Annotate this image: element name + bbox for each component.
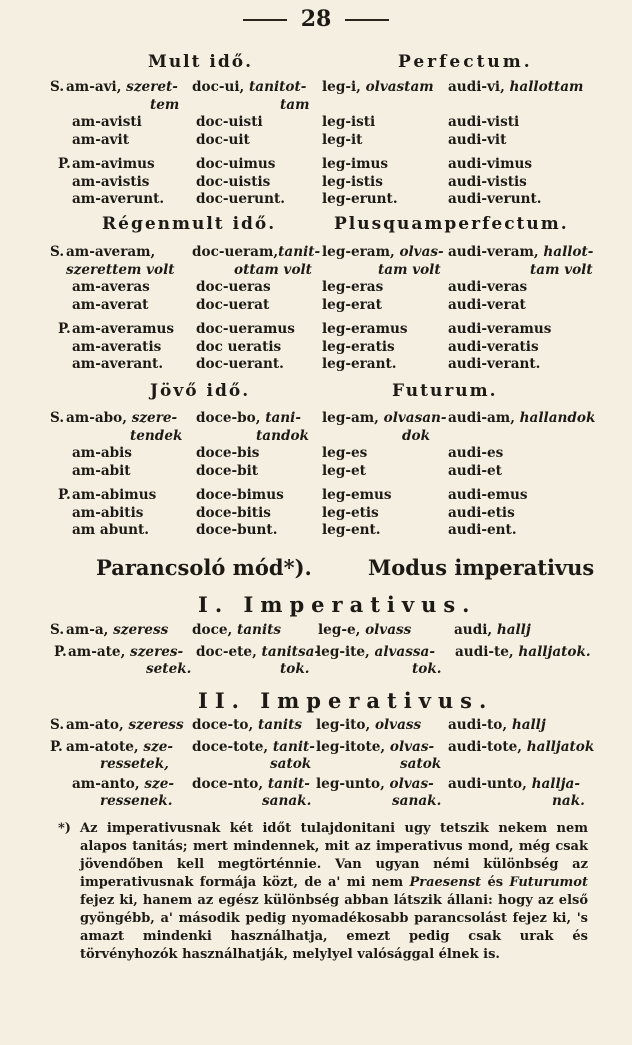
cell: audi-etis: [448, 504, 515, 521]
header-rule-right: [345, 19, 389, 21]
table-row: [0, 191, 632, 209]
cell: doc-uit: [196, 131, 250, 148]
heading-imperativus-2: II. Imperativus.: [198, 688, 494, 713]
cell: audi-am, hallandok: [448, 410, 596, 426]
cell: am-averamus: [72, 321, 175, 337]
table-jovo-ido: [0, 410, 632, 540]
cell: am-a, szeress: [66, 622, 169, 638]
cell: audi-vistis: [448, 173, 527, 190]
cell: tok.: [280, 661, 310, 677]
cell: leg-eras: [322, 279, 384, 295]
cell: am-averam,: [66, 244, 156, 260]
number-label: P.: [54, 643, 67, 660]
cell: am-averunt.: [72, 191, 165, 207]
cell: audi-emus: [448, 487, 528, 503]
cell: am-averat: [72, 296, 149, 313]
number-label: P.: [58, 487, 71, 503]
table-row: [0, 156, 632, 174]
number-label: S.: [50, 717, 65, 733]
cell: doce-bimus: [196, 487, 284, 503]
heading-modus-imperativus: Modus imperativus: [368, 555, 595, 580]
table-row: [0, 445, 632, 463]
cell: doc-ueram,tanit-: [192, 244, 321, 260]
table-row: [0, 356, 632, 374]
cell: audi-veratis: [448, 338, 539, 355]
cell: audi-veramus: [448, 321, 552, 337]
cell: ressenek.: [100, 793, 173, 809]
table-mult-ido: [0, 79, 632, 209]
cell: doc-uerunt.: [196, 191, 285, 207]
table-row: [0, 505, 632, 523]
cell: leg-etis: [322, 504, 379, 521]
cell: doc-uisti: [196, 114, 263, 130]
number-label: S.: [50, 410, 65, 426]
cell: doce-nto, tanit-: [192, 775, 310, 792]
heading-perfectum: Perfectum.: [398, 52, 533, 72]
table-row: [0, 644, 632, 662]
cell: doc-ueramus: [196, 321, 295, 337]
cell: tam: [280, 96, 310, 113]
cell: am abunt.: [72, 522, 150, 538]
header-rule-left: [243, 19, 287, 21]
cell: leg-istis: [322, 173, 383, 190]
cell: sanak.: [262, 793, 312, 809]
table-row: [0, 756, 632, 774]
table-row: [0, 793, 632, 811]
cell: leg-isti: [322, 114, 376, 130]
cell: leg-am, olvasan-: [322, 410, 447, 426]
cell: audi-ent.: [448, 522, 517, 538]
table-row: [0, 279, 632, 297]
cell: doce-bis: [196, 445, 260, 461]
cell: audi-vimus: [448, 156, 532, 172]
cell: am-averas: [72, 279, 150, 295]
cell: doce-bunt.: [196, 522, 278, 538]
table-row: [0, 487, 632, 505]
number-label: P.: [50, 738, 63, 755]
cell: satok: [400, 756, 442, 772]
cell: doc-uerat: [196, 296, 270, 313]
cell: setek.: [146, 661, 192, 677]
heading-futurum: Futurum.: [392, 381, 498, 401]
table-row: [0, 114, 632, 132]
cell: leg-ito, olvass: [316, 717, 422, 733]
cell: doce, tanits: [192, 622, 282, 638]
footnote-marker: *): [58, 821, 71, 836]
footnote: [58, 820, 588, 964]
table-row: [0, 244, 632, 262]
cell: audi-verunt.: [448, 191, 542, 207]
heading-plusquamperfectum: Plusquamperfectum.: [334, 214, 569, 234]
table-row: [0, 717, 632, 735]
cell: leg-e, olvass: [318, 622, 412, 638]
heading-regenmult-ido: Régenmult idő.: [102, 214, 277, 234]
cell: doce-to, tanits: [192, 717, 303, 733]
cell: tem: [150, 96, 180, 113]
cell: am-ato, szeress: [66, 717, 184, 733]
heading-mult-ido: Mult idő.: [148, 52, 254, 72]
cell: am-avimus: [72, 156, 155, 172]
cell: leg-erant.: [322, 356, 397, 372]
table-row: [0, 463, 632, 481]
cell: leg-erunt.: [322, 191, 398, 207]
cell: doc-ueras: [196, 279, 271, 295]
cell: leg-eram, olvas-: [322, 244, 444, 260]
table-row: [0, 622, 632, 640]
cell: am-averatis: [72, 338, 162, 355]
cell: am-abitis: [72, 504, 144, 521]
cell: audi-te, halljatok.: [455, 643, 591, 660]
cell: am-abis: [72, 445, 132, 461]
cell: szerettem volt: [66, 261, 175, 278]
cell: doc ueratis: [196, 338, 282, 355]
cell: leg-eratis: [322, 338, 395, 355]
cell: tam volt: [530, 261, 593, 278]
cell: am-avit: [72, 131, 129, 148]
number-label: S.: [50, 622, 65, 638]
footnote-text: Az imperativusnak két időt tulajdonitani ugy tetszik nekem nem alapos tanitás; mert mindennek, mit az imperativus mond, még csak jövendőben kell megtörténnie. Van ugyan némi különbség az imperativusnak formája közt, de a' mi nem Praesenst és Futurumot fejez ki, hanem az egész különbség abban látszik állani: hogy az első gyöngébb, a' második pedig nyomadékosabb parancsolást fejez ki, 's amazt mindenki használhatja, emezt pedig csak urak és törvényhozók használhatják, melylyel valósággal élnek is.: [80, 821, 588, 962]
table-row: [0, 522, 632, 540]
cell: leg-itote, olvas-: [316, 738, 435, 755]
cell: tok.: [412, 661, 442, 677]
heading-parancsolo-mod: Parancsoló mód*).: [96, 555, 312, 580]
cell: nak.: [552, 793, 585, 809]
cell: doc-ete, tanitsa-: [196, 643, 321, 660]
cell: doc-uistis: [196, 173, 271, 190]
cell: am-atote, sze-: [66, 738, 174, 755]
table-row: [0, 132, 632, 150]
running-header: [0, 6, 632, 32]
number-label: P.: [58, 321, 71, 337]
cell: audi-vi, hallottam: [448, 79, 584, 95]
cell: doc-ui, tanitot-: [192, 79, 307, 95]
cell: audi-verant.: [448, 356, 541, 372]
table-row: [0, 739, 632, 757]
cell: am-avisti: [72, 114, 142, 130]
cell: tam volt: [378, 261, 441, 278]
table-row: [0, 321, 632, 339]
cell: audi-es: [448, 445, 504, 461]
cell: sanak.: [392, 793, 442, 809]
cell: am-anto, sze-: [72, 775, 175, 792]
cell: audi-visti: [448, 114, 520, 130]
cell: doc-uerant.: [196, 356, 284, 372]
table-regenmult-ido: [0, 244, 632, 374]
cell: leg-ent.: [322, 522, 381, 538]
cell: audi-tote, halljatok: [448, 738, 595, 755]
table-imperativus-1: [0, 622, 632, 679]
table-imperativus-2: [0, 717, 632, 811]
table-row: [0, 262, 632, 280]
cell: leg-i, olvastam: [322, 79, 434, 95]
cell: am-avistis: [72, 173, 150, 190]
cell: am-abimus: [72, 487, 157, 503]
cell: leg-erat: [322, 296, 382, 313]
cell: audi-et: [448, 462, 502, 479]
cell: doc-uimus: [196, 156, 276, 172]
cell: leg-imus: [322, 156, 389, 172]
cell: leg-ite, alvassa-: [316, 643, 435, 660]
table-row: [0, 776, 632, 794]
table-row: [0, 97, 632, 115]
cell: satok: [270, 756, 312, 772]
number-label: P.: [58, 156, 71, 172]
cell: doce-tote, tanit-: [192, 738, 315, 755]
cell: leg-it: [322, 131, 363, 148]
cell: ressetek,: [100, 756, 169, 772]
cell: am-averant.: [72, 356, 164, 372]
cell: leg-eramus: [322, 321, 408, 337]
number-label: S.: [50, 244, 65, 260]
cell: dok: [402, 427, 430, 444]
cell: am-ate, szeres-: [68, 643, 184, 660]
cell: doce-bit: [196, 462, 259, 479]
cell: audi-unto, hallja-: [448, 775, 580, 792]
table-row: [0, 174, 632, 192]
cell: audi-verat: [448, 296, 526, 313]
cell: doce-bitis: [196, 504, 271, 521]
cell: tendek: [130, 427, 183, 444]
cell: leg-es: [322, 445, 368, 461]
cell: audi-veras: [448, 279, 528, 295]
cell: audi-to, hallj: [448, 717, 546, 733]
cell: leg-unto, olvas-: [316, 775, 434, 792]
table-row: [0, 79, 632, 97]
table-row: [0, 410, 632, 428]
cell: audi, hallj: [454, 622, 531, 638]
number-label: S.: [50, 79, 65, 95]
cell: audi-veram, hallot-: [448, 244, 594, 260]
cell: tandok: [256, 427, 309, 444]
cell: doce-bo, tani-: [196, 410, 301, 426]
page-number: 28: [300, 6, 332, 32]
cell: am-abo, szere-: [66, 410, 178, 426]
cell: ottam volt: [234, 261, 312, 278]
cell: audi-vit: [448, 131, 507, 148]
cell: leg-emus: [322, 487, 392, 503]
heading-imperativus-1: I. Imperativus.: [198, 592, 477, 617]
table-row: [0, 661, 632, 679]
cell: am-abit: [72, 462, 131, 479]
table-row: [0, 428, 632, 446]
heading-jovo-ido: Jövő idő.: [150, 381, 251, 401]
cell: am-avi, szeret-: [66, 79, 178, 95]
table-row: [0, 297, 632, 315]
table-row: [0, 339, 632, 357]
cell: leg-et: [322, 462, 366, 479]
